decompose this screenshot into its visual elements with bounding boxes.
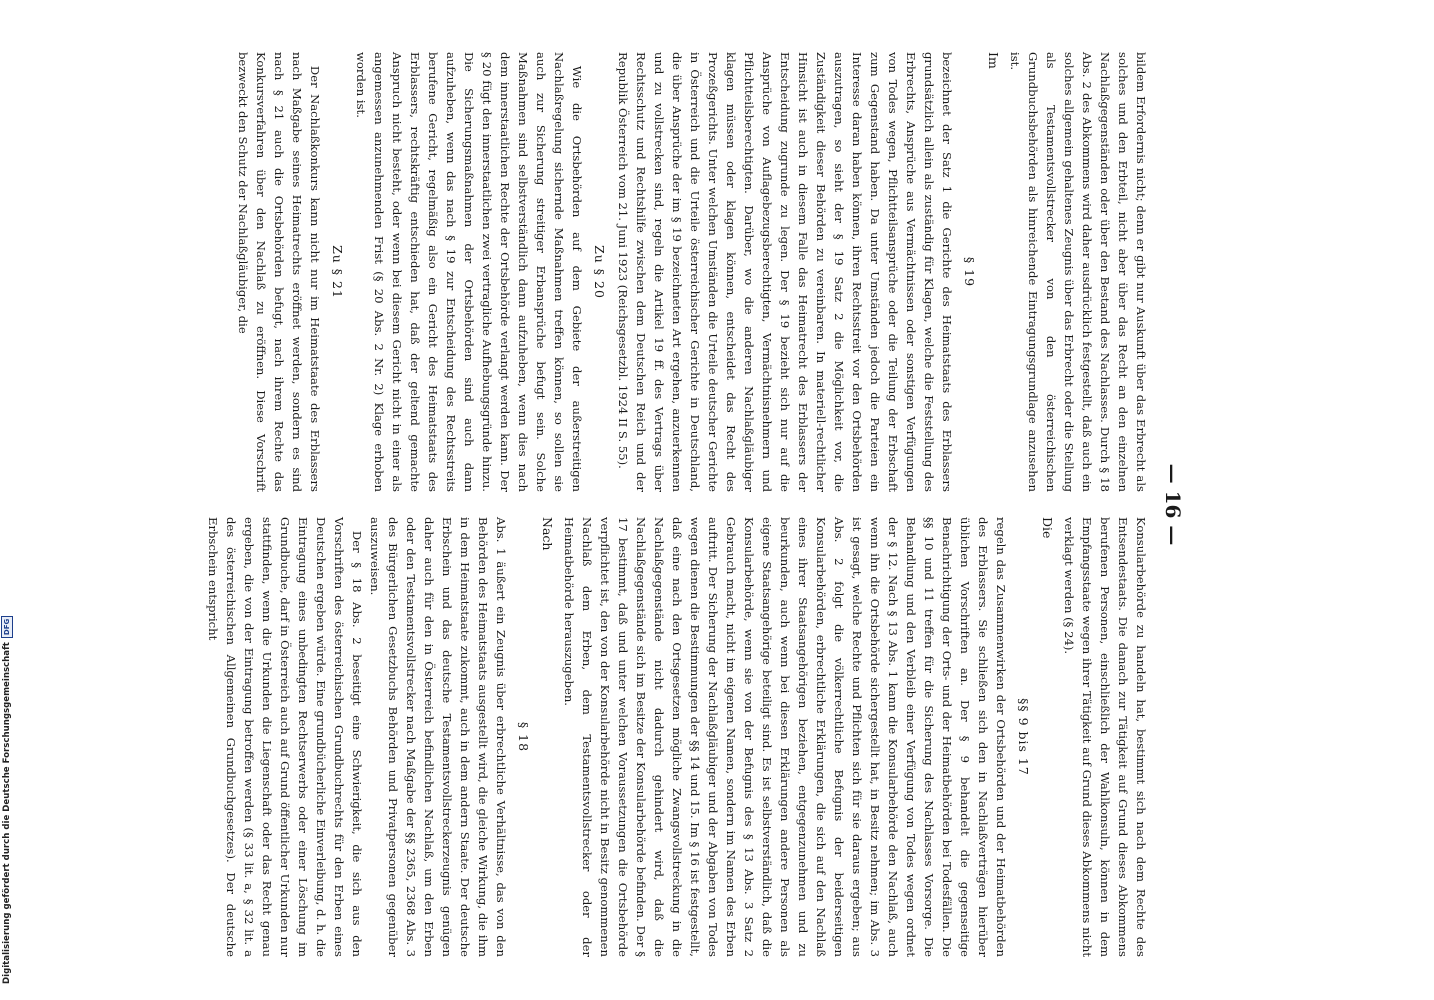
paragraph: bildem Erfordernis nicht; denn er gibt nur Auskunft über das Erbrecht als solches und den Erbteil, nicht aber über das Recht an den einzelnen Nachlaßgegenständen oder über den Bestand des Nachlasses. Durch § 18 Abs. 2 des Abkommens wird daher ausdrücklich festgestellt, daß auch ein solches allgemein gehaltenes Zeugnis über das Erbrecht oder die Stellung als Testamentsvollstrecker von den österreichischen Grundbuchsbehörden als hinreichende Eintragungsgrundlage anzusehen ist. [1008,52,1148,492]
section-heading-21: Zu § 21 [330,245,345,299]
digitization-credit-strip [0,0,14,1000]
section-heading-9-17: §§ 9 bis 17 [1016,698,1031,776]
scanned-page [134,52,1192,957]
paragraph: regeln das Zusammenwirken der Ortsbehörden und der Heimatbehörden des Erblassers. Sie schließen sich den in Nachlaßverträgen hierüber üblichen Vorschriften an. Der § 9 behandelt die gegenseitige Benachrichtigung der Orts- und der Heimatbehörden bei Todesfällen. Die §§ 10 und 11 treffen für die Sicherung des Nachlasses Vorsorge. Die Behandlung und den Verbleib einer Verfügung von Todes wegen ordnet der § 12. Nach § 13 Abs. 1 kann die Konsularbehörde den Nachlaß, auch wenn ihn die Ortsbehörde sichergestellt hat, in Besitz nehmen; im Abs. 3 ist gesagt, welche Rechte und Pflichten sich für sie daraus ergeben; aus Abs. 2 folgt die völkerrechtliche Befugnis der beiderseitigen Konsularbehörden, erbrechtliche Erklärungen, die sich auf den Nachlaß eines ihrer Staatsangehörigen beziehen, entgegenzunehmen und zu beurkunden, auch wenn bei diesen Erklärungen andere Personen als eigene Staatsangehörige beteiligt sind. Es ist selbstverständlich, daß die Konsularbehörde, wenn sie von der Befugnis des § 13 Abs. 3 Satz 2 Gebrauch macht, nicht im eigenen Namen, sondern im Namen des Erben auftritt. Der Sicherung der Nachlaßgläubiger und der Abgaben von Todes wegen dienen die Bestimmungen der §§ 14 und 15. Im § 16 ist festgestellt, daß eine nach den Ortsgesetzen mögliche Zwangsvollstreckung in die Nachlaßgegenstände nicht dadurch gehindert wird, daß die Nachlaßgegenstände sich im Besitze der Konsularbehörde befinden. Der § 17 bestimmt, daß und unter welchen Voraussetzungen die Ortsbehörde verpflichtet ist, den von der Konsularbehörde nicht in Besitz genommenen Nachlaß dem Erben, dem Testamentsvollstrecker oder der Heimatbehörde herauszugeben. [562,517,1008,957]
page-number: — 16 — [1161,463,1185,546]
paragraph: Der Nachlaßkonkurs kann nicht nur im Heimatstaate des Erblassers nach Maßgabe seines Heimatrechts eröffnet werden, sondern es sind nach § 21 auch die Ortsbehörden befugt, nach ihrem Rechte das Konkursverfahren über den Nachlaß zu eröffnen. Diese Vorschrift bezweckt den Schutz der Nachlaßgläubiger, die [236,52,322,492]
paragraph: Konsularbehörde zu handeln hat, bestimmt sich nach dem Rechte des Entsendestaats. Die danach zur Tätigkeit auf Grund dieses Abkommens berufenen Personen, einschließlich der Wahlkonsuln, können in dem Empfangsstaate wegen ihrer Tätigkeit auf Grund dieses Abkommens nicht verklagt werden (§ 24). [1062,517,1148,957]
paragraph: Wie die Ortsbehörden auf dem Gebiete der außerstreitigen Nachlaßregelung sichernde Maßnahmen treffen können, so sollen sie auch zur Sicherung streitiger Erbansprüche befugt sein. Solche Maßnahmen sind selbstverständlich dann aufzuheben, wenn dies nach dem innerstaatlichen Rechte der Ortsbehörde verlangt werden kann. Der § 20 fügt den innerstaatlichen zwei vertragliche Aufhebungsgründe hinzu. Die Sicherungsmaßnahmen der Ortsbehörden sind auch dann aufzuheben, wenn das nach § 19 zur Entscheidung des Rechtsstreits berufene Gericht, regelmäßig also ein Gericht des Heimatstaats des Erblassers, rechtskräftig entschieden hat, daß der geltend gemachte Anspruch nicht besteht, oder wenn bei diesem Gericht nicht in einer als angemessen anzunehmenden Frist (§ 20 Abs. 2 Nr. 2) Klage erhoben worden ist. [354,52,584,492]
lead-word: Nach [540,517,555,551]
paragraph: Der § 18 Abs. 2 beseitigt eine Schwierigkeit, die sich aus den Vorschriften des österreichischen Grundbuchrechts für den Erben eines Deutschen ergeben würde. Eine grundbücherliche Einverleibung, d. h. die Eintragung eines unbedingten Rechtserwerbs oder einer Löschung im Grundbuche, darf in Österreich auch auf Grund öffentlicher Urkunden nur stattfinden, wenn die Urkunden die Liegenschaft oder das Recht genau ergeben, die von der Eintragung betroffen werden (§ 33 lit. a, § 32 lit. a des österreichischen Allgemeinen Grundbuchgesetzes). Der deutsche Erbschein entspricht [206,517,364,957]
paragraph: bezeichnet der Satz 1 die Gerichte des Heimatstaats des Erblassers grundsätzlich allein als zuständig für Klagen, welche die Feststellung des Erbrechts, Ansprüche aus Vermächtnissen oder sonstigen Verfügungen von Todes wegen, Pflichtteilsansprüche oder die Teilung der Erbschaft zum Gegenstand haben. Da unter Umständen jedoch die Parteien ein Interesse daran haben können, ihren Rechtsstreit vor den Ortsbehörden auszutragen, so sieht der § 19 Satz 2 die Möglichkeit vor, die Zuständigkeit dieser Behörden zu vereinbaren. In materiell-rechtlicher Hinsicht ist auch in diesem Falle das Heimatrecht des Erblassers der Entscheidung zugrunde zu legen. Der § 19 bezieht sich nur auf die Ansprüche von Auflagebezugsberechtigten, Vermächtnisnehmern und Pflichtteilsberechtigten. Darüber, wo die anderen Nachlaßgläubiger klagen müssen oder klagen können, entscheidet das Recht des Prozeßgerichts. Unter welchen Umständen die Urteile deutscher Gerichte in Österreich und die Urteile österreichischer Gerichte in Deutschland, die über Ansprüche der im § 19 bezeichneten Art ergehen, anzuerkennen und zu vollstrecken sind, regeln die Artikel 19 ff. des Vertrags über Rechtsschutz und Rechtshilfe zwischen dem Deutschen Reich und der Republik Österreich vom 21. Juni 1923 (Reichsgesetzbl. 1924 II S. 55). [616,52,954,492]
lead-word: Die [1040,517,1055,539]
column-first [234,52,1150,492]
section-heading-18: § 18 [516,721,531,753]
section-heading-19: § 19 [962,256,977,288]
dfg-logo: DFG [1,616,13,638]
digitization-credit-text: Digitalisierung gefördert durch die Deutsche Forschungsgemeinschaft [2,642,12,984]
paragraph: Abs. 1 äußert ein Zeugnis über erbrechtliche Verhältnisse, das von den Behörden des Heimatstaats ausgestellt wird, die gleiche Wirkung, die ihm in dem Heimatstaate zukommt, auch in dem andern Staate. Der deutsche Erbschein und das deutsche Testamentsvollstreckerzeugnis genügen daher auch für den in Österreich befindlichen Nachlaß, um den Erben oder den Testamentsvollstrecker nach Maßgabe der §§ 2365, 2368 Abs. 3 des Bürgerlichen Gesetzbuchs Behörden und Privatpersonen gegenüber auszuweisen. [368,517,508,957]
section-heading-20: Zu § 20 [592,245,607,299]
digitization-credit [0,0,14,984]
lead-word: Im [986,52,1001,69]
column-second [204,517,1150,957]
